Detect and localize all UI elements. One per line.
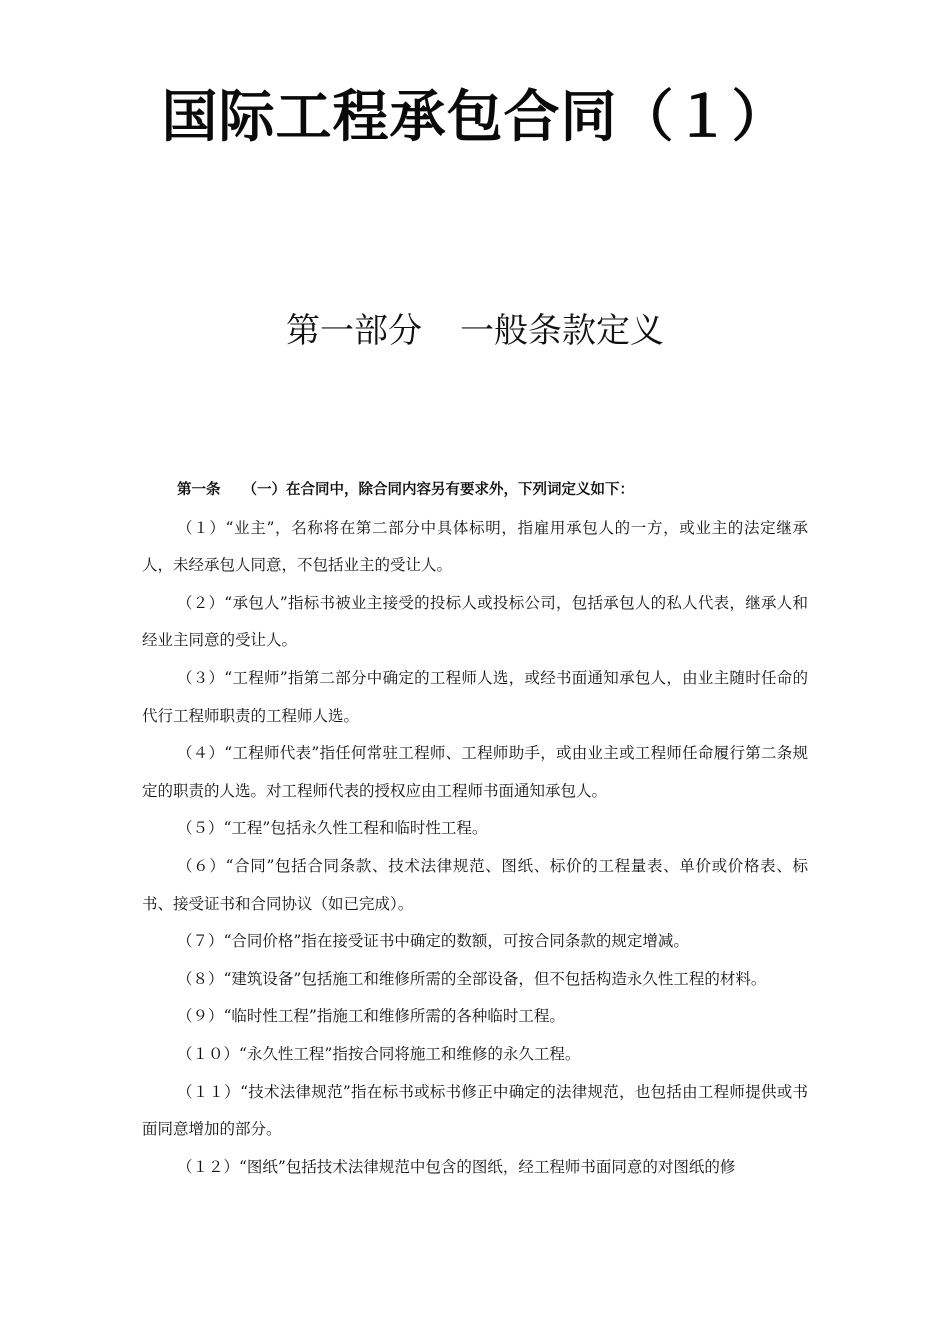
document-body — [142, 472, 808, 1186]
definition-paragraph: （６）“合同”包括合同条款、技术法律规范、图纸、标价的工程量表、单价或价格表、标书、接受证书和合同协议（如已完成）。 — [142, 856, 808, 913]
part-name: 一般条款定义 — [460, 311, 664, 351]
part-heading — [0, 306, 950, 356]
definition-paragraph: （１）“业主”，名称将在第二部分中具体标明，指雇用承包人的一方，或业主的法定继承人，未经承包人同意，不包括业主的受让人。 — [142, 518, 808, 575]
definition-paragraph: （４）“工程师代表”指任何常驻工程师、工程师助手，或由业主或工程师任命履行第二条规定的职责的人选。对工程师代表的授权应由工程师书面通知承包人。 — [142, 744, 808, 800]
definition-paragraph: （８）“建筑设备”包括施工和维修所需的全部设备，但不包括构造永久性工程的材料。 — [177, 969, 767, 988]
definition-paragraph: （５）“工程”包括永久性工程和临时性工程。 — [177, 819, 488, 838]
article-intro: （一）在合同中，除合同内容另有要求外，下列词定义如下： — [242, 482, 634, 498]
document-title: 国际工程承包合同（１） — [161, 85, 789, 150]
article-heading — [142, 472, 808, 510]
definition-paragraph: （２）“承包人”指标书被业主接受的投标人或投标公司，包括承包人的私人代表，继承人和经业主同意的受让人。 — [142, 593, 808, 650]
definition-paragraph: （１２）“图纸”包括技术法律规范中包含的图纸，经工程师书面同意的对图纸的修 — [177, 1157, 736, 1176]
definition-paragraph: （３）“工程师”指第二部分中确定的工程师人选，或经书面通知承包人，由业主随时任命的代行工程师职责的工程师人选。 — [142, 668, 808, 725]
part-number: 第一部分 — [286, 311, 422, 351]
article-label: 第一条 — [177, 482, 221, 498]
definition-paragraph: （１０）“永久性工程”指按合同将施工和维修的永久工程。 — [177, 1044, 581, 1063]
definition-paragraph: （７）“合同价格”指在接受证书中确定的数额，可按合同条款的规定增减。 — [177, 932, 689, 951]
definition-paragraph: （１１）“技术法律规范”指在标书或标书修正中确定的法律规范，也包括由工程师提供或书面同意增加的部分。 — [142, 1082, 808, 1139]
definition-paragraph: （９）“临时性工程”指施工和维修所需的各种临时工程。 — [177, 1007, 565, 1026]
